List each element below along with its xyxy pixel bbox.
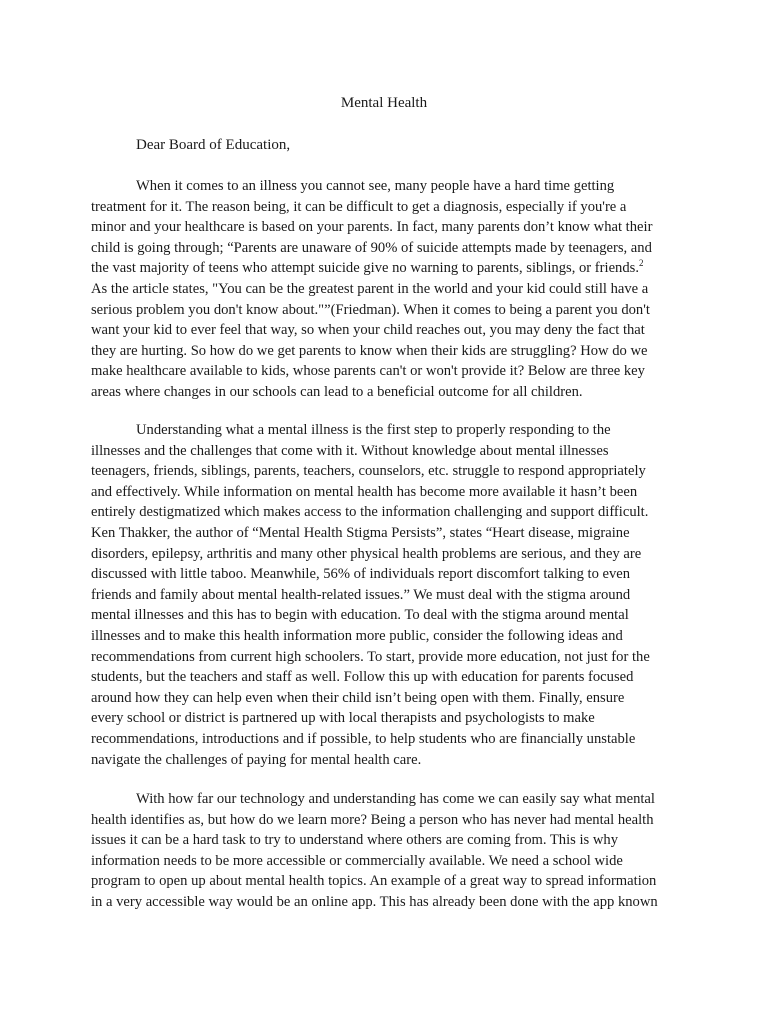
- paragraph-line: Understanding what a mental illness is the first step to properly responding to the: [136, 422, 611, 438]
- paragraph-line: students, but the teachers and staff as well. Follow this up with education for parents focused: [91, 669, 634, 686]
- paragraph-line: information needs to be more accessible or commercially available. We need a school wide: [91, 852, 623, 869]
- footnote-marker: 2: [638, 258, 644, 269]
- paragraph-line: teenagers, friends, siblings, parents, teachers, counselors, etc. struggle to respond appropriately: [91, 463, 646, 480]
- paragraph-line: When it comes to an illness you cannot see, many people have a hard time getting: [136, 178, 615, 194]
- paragraph-line: mental illnesses and this has to begin with education. To deal with the stigma around mental: [91, 607, 629, 624]
- paragraph-line: and effectively. While information on mental health has become more available it hasn’t been: [91, 483, 638, 500]
- paragraph-line: With how far our technology and understanding has come we can easily say what mental: [136, 791, 655, 807]
- paragraph-line: make healthcare available to kids, whose parents can't or won't provide it? Below are three key: [91, 363, 645, 380]
- paragraph-line: minor and your healthcare is based on your parents. In fact, many parents don’t know what their: [91, 219, 653, 236]
- salutation: Dear Board of Education,: [136, 137, 291, 153]
- paragraph-line: around how they can help even when their child isn’t being open with them. Finally, ensure: [91, 689, 625, 706]
- paragraph-line: child is going through; “Parents are unaware of 90% of suicide attempts made by teenagers, and: [91, 239, 652, 256]
- paragraph-line: navigate the challenges of paying for mental health care.: [91, 751, 422, 768]
- paragraph-line: friends and family about mental health-related issues.” We must deal with the stigma around: [91, 586, 631, 603]
- body-paragraph-1: [91, 176, 691, 403]
- paragraph-line: issues it can be a hard task to try to understand where others are coming from. This is why: [91, 832, 619, 849]
- paragraph-line: every school or district is partnered up with local therapists and psychologists to make: [91, 710, 595, 727]
- document-title: Mental Health: [340, 95, 428, 111]
- paragraph-line: illnesses and to make this health information more public, consider the following ideas and: [91, 627, 623, 644]
- paragraph-line: areas where changes in our schools can lead to a beneficial outcome for all children.: [91, 383, 583, 400]
- paragraph-line-with-footnote: [91, 258, 691, 279]
- paragraph-line: recommendations, introductions and if possible, to help students who are financially unstable: [91, 730, 636, 747]
- paragraph-line: disorders, epilepsy, arthritis and many other physical health problems are serious, and they are: [91, 545, 642, 562]
- paragraph-line: health identifies as, but how do we learn more? Being a person who has never had mental health: [91, 811, 654, 828]
- body-paragraph-2: [91, 420, 691, 770]
- paragraph-line: entirely destigmatized which makes access to the information challenging and support difficult.: [91, 504, 649, 521]
- paragraph-line: program to open up about mental health topics. An example of a great way to spread information: [91, 873, 657, 890]
- body-paragraph-3: [91, 789, 691, 913]
- paragraph-line: they are hurting. So how do we get parents to know when their kids are struggling? How do we: [91, 342, 648, 359]
- paragraph-line: serious problem you don't know about."”(Friedman). When it comes to being a parent you don't: [91, 301, 650, 318]
- paragraph-line: illnesses and the challenges that come with it. Without knowledge about mental illnesses: [91, 442, 609, 459]
- paragraph-line: Ken Thakker, the author of “Mental Health Stigma Persists”, states “Heart disease, migraine: [91, 524, 630, 541]
- paragraph-line: discussed with little taboo. Meanwhile, 56% of individuals report discomfort talking to even: [91, 566, 631, 583]
- paragraph-line: treatment for it. The reason being, it can be difficult to get a diagnosis, especially if you're a: [91, 198, 627, 215]
- paragraph-line: recommendations from current high schoolers. To start, provide more education, not just for the: [91, 648, 650, 665]
- paragraph-line: As the article states, "You can be the greatest parent in the world and your kid could still have a: [91, 280, 649, 297]
- paragraph-line-text: the vast majority of teens who attempt suicide give no warning to parents, siblings, or friends.: [91, 260, 639, 277]
- paragraph-line: in a very accessible way would be an online app. This has already been done with the app known: [91, 893, 658, 910]
- paragraph-line: want your kid to ever feel that way, so when your child reaches out, you may deny the fact that: [91, 322, 645, 339]
